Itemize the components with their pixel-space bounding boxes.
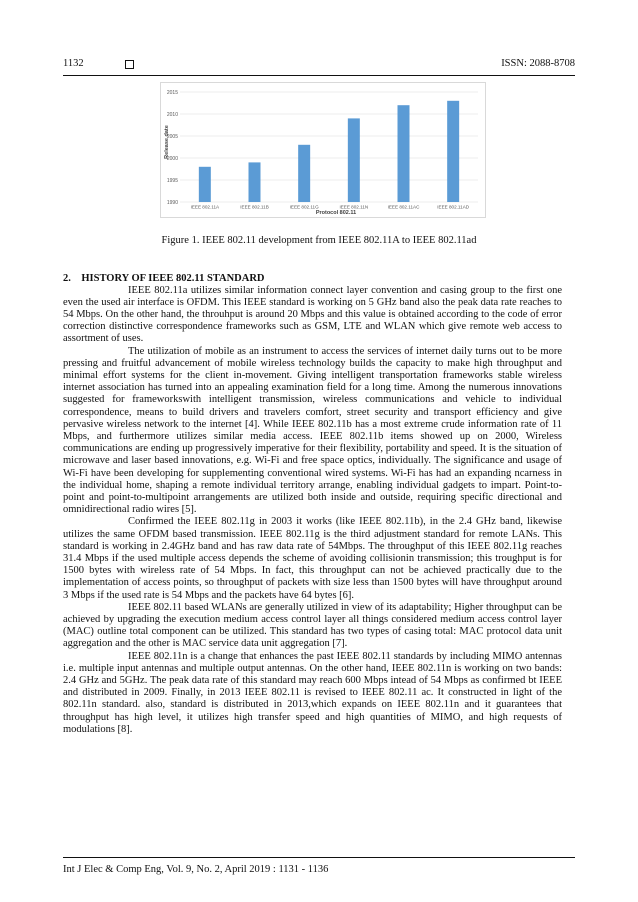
- x-tick-label: IEEE 802.11A: [190, 204, 220, 210]
- bar-ieee-802-11a: [199, 167, 211, 202]
- x-tick-label: IEEE 802.11AD: [437, 204, 470, 210]
- paragraph: IEEE 802.11 based WLANs are generally utilized in view of its adaptability; Higher throughput can be achieved by upgrading the execution medium access control layer all things considered medium access control layer (MAC) outline total component can be utilized. This standard has two types of casing total: MAC protocol data unit aggregation and the other is MAC service data unit aggregation [7].: [63, 601, 562, 650]
- y-tick-label: 2010: [166, 111, 178, 118]
- paragraph: The utilization of mobile as an instrument to access the services of internet daily turns out to be more pressing and fruitful advancement of mobile wireless technology builds the capacity to make high throughput and minimal effort systems for the client in-movement. Giving intelligent transportation frameworks stable wireless internet association has turned into an appealing examination field for a long time. Among the numerous innovations suggested for frameworkswith intelligent transmission, wireless communications and vehicle to individual correspondence, means to build drivers and travelers comfort, street security and transport efficiency and give pervasive wireless network to the internet [4]. While IEEE 802.11b has a most extreme crude information rate of 11 Mbps, and furthermore utilizes similar media access. IEEE 802.11b items showed up on 2000, Wireless communications are ending up progressively imperative for their flexibility, portability and speed. It is the situation of microwave and laser based innovations, e.g. Wi-Fi and free space optics, individually. The significance and usage of Wi-Fi have been developing for supplementing conventional wired systems. Wi-Fi has had an expanding ncarness in the individual home, shaping a remote individual territory arrange, enabling individual gadgets to impart. Point-to-point and point-to-multipoint arrangements are utilized both inside and outside, requiring specific directional and omnidirectional radio wires [5].: [63, 345, 562, 516]
- y-tick-label: 2000: [166, 155, 178, 162]
- section-heading: 2. HISTORY OF IEEE 802.11 STANDARD: [63, 273, 265, 284]
- header-rule: [63, 75, 575, 76]
- square-bullet-icon: [125, 60, 134, 69]
- paragraph: Confirmed the IEEE 802.11g in 2003 it works (like IEEE 802.11b), in the 2.4 GHz band, likewise utilizes the same OFDM based transmission. IEEE 802.11g is the third adjustment standard for remote LANs. This standard is working in 2.4GHz band and has raw data rate of 54Mbps. The throughput of this IEEE 802.11g reaches 31.4 Mbps if the used multiple access depends the scheme of avoiding collisionin transmission; this troughput is for 1500 bytes with wireless rate of 54 Mbps. In fact, this throughput can not be achieved practically due to the implementation of access points, so throughput of packets with size less than 1500 bytes will have throughput around 3 Mbps if the used rate is 54 Mbps and the packets have 64 bytes [6].: [63, 516, 562, 601]
- figure-caption: Figure 1. IEEE 802.11 development from IEEE 802.11A to IEEE 802.11ad: [161, 235, 477, 246]
- y-axis-label: Release date: [164, 125, 170, 159]
- x-tick-label: IEEE 802.11N: [339, 204, 369, 210]
- section-body: [63, 285, 562, 737]
- paragraph: IEEE 802.11a utilizes similar information connect layer convention and casing group to the first one even the used air interface is OFDM. This IEEE standard is working on 5 GHz band also the peak data rate reaches to 54 Mbps. On the other hand, the throuhput is around 20 Mbps and this value is obtained according to the code of error correction distinctive correspondence frameworks such as GSM, LTE and WLAN which give remote web access to assortment of uses.: [63, 284, 562, 345]
- bar-ieee-802-11b: [249, 162, 261, 202]
- issn-label: ISSN: 2088-8708: [501, 58, 575, 69]
- bar-ieee-802-11ad: [447, 101, 459, 202]
- x-tick-label: IEEE 802.11B: [240, 204, 269, 210]
- y-tick-label: 1990: [166, 199, 178, 206]
- page-footer: Int J Elec & Comp Eng, Vol. 9, No. 2, April 2019 : 1131 - 1136: [63, 864, 329, 875]
- y-tick-label: 2005: [166, 133, 178, 140]
- x-tick-label: IEEE 802.11G: [289, 204, 319, 210]
- x-axis-label: Protocol 802.11: [315, 210, 357, 216]
- page-header: [63, 58, 575, 72]
- page-number: 1132: [63, 58, 84, 69]
- x-tick-label: IEEE 802.11AC: [387, 204, 420, 210]
- paragraph: IEEE 802.11n is a change that enhances the past IEEE 802.11 standards by including MIMO antennas i.e. multiple input antennas and multiple output antennas. On the other hand, IEEE 802.11n is working on two bands: 2.4 GHz and 5GHz. The peak data rate of this standard may reach 600 Mbps intead of 54 Mbps as confirmed bt IEEE and distributed in 2009. Finally, in 2013 IEEE 802.11 is revised to IEEE 802.11 ac. It constructed in light of the 802.11n standard. also, standard is distributed in 2013,which expands on IEEE 802.11n and it guarantees that throughput has high level, it utilizes high transfer speed and high quantities of MIMO, and high requests of modulations [8].: [63, 650, 562, 735]
- bar-ieee-802-11g: [298, 145, 310, 202]
- bar-ieee-802-11n: [348, 118, 360, 202]
- y-tick-label: 1995: [166, 177, 178, 184]
- footer-rule: [63, 857, 575, 858]
- release-date-bar-chart: [160, 82, 486, 218]
- y-tick-label: 2015: [166, 89, 178, 96]
- bar-ieee-802-11ac: [398, 105, 410, 202]
